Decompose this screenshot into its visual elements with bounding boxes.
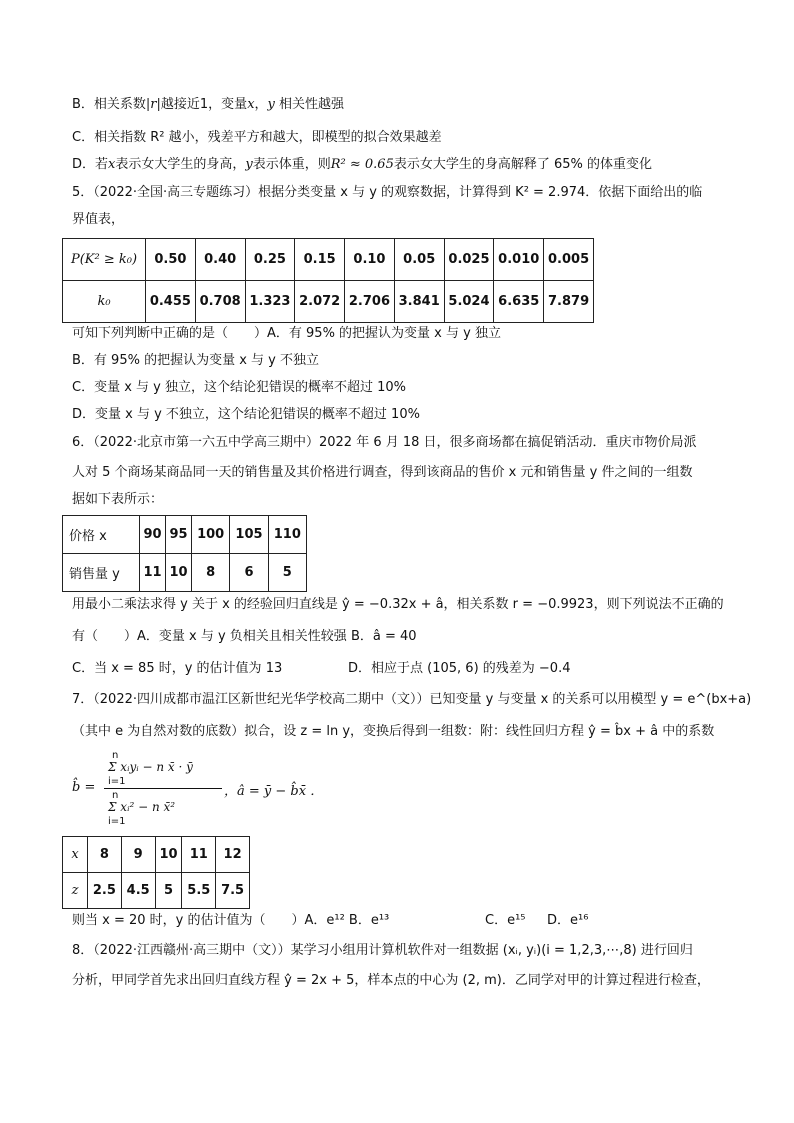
q7-cell: 11 (182, 837, 216, 873)
q6-row-price (63, 516, 307, 554)
q7-sum-top-den: n (112, 790, 119, 801)
q5-stem-line2: 界值表， (72, 212, 125, 227)
q6-row-label-sales: 销售量 y (63, 554, 140, 592)
q6-price-sales-table (62, 515, 307, 592)
q5-cell: 0.025 (444, 239, 494, 281)
q5-cell: 0.50 (146, 239, 196, 281)
q5-cell: 0.05 (394, 239, 444, 281)
q7-question-line: 则当 x = 20 时，y 的估计值为（ ）A．e¹² B．e¹³ (72, 913, 390, 928)
q6-cell: 6 (230, 554, 268, 592)
q6-row-sales (63, 554, 307, 592)
q5-cell: 6.635 (494, 281, 544, 323)
q7-cell: 8 (88, 837, 122, 873)
q7-option-d: D．e¹⁶ (547, 913, 589, 928)
q5-stem-line1: 5．（2022·全国·高三专题练习）根据分类变量 x 与 y 的观察数据，计算得到 K² = 2.974．依据下面给出的临 (72, 185, 703, 200)
q7-sum-bottom-num: i=1 (108, 776, 126, 787)
q6-cell: 110 (268, 516, 306, 554)
q7-cell: 10 (155, 837, 182, 873)
q5-cell: 0.15 (295, 239, 345, 281)
q6-cell: 11 (140, 554, 166, 592)
q5-cell: 5.024 (444, 281, 494, 323)
q5-cell: 0.40 (195, 239, 245, 281)
q7-row-z (63, 873, 250, 909)
q7-xz-table (62, 836, 250, 909)
q4-optb-comma: ， (254, 97, 268, 112)
q5-cell: 0.010 (494, 239, 544, 281)
q4-optb-text3: 相关性越强 (274, 97, 345, 112)
q4-optd-text3: 表示体重，则 (252, 157, 331, 172)
q5-question-line: 可知下列判断中正确的是（ ）A．有 95% 的把握认为变量 x 与 y 独立 (72, 326, 501, 341)
q4-optd-r2: R² ≈ 0.65 (330, 157, 394, 172)
q7-cell: 7.5 (216, 873, 250, 909)
q6-cell: 100 (192, 516, 230, 554)
q7-numerator: Σ xᵢyᵢ − n x̄ · ȳ (108, 760, 193, 774)
q5-cell: 0.25 (245, 239, 295, 281)
q7-option-c: C．e¹⁵ (485, 913, 526, 928)
q8-stem-line1: 8．（2022·江西赣州·高三期中（文））某学习小组用计算机软件对一组数据 (xᵢ, yᵢ)(i = 1,2,3,⋯,8) 进行回归 (72, 943, 693, 958)
q7-fraction-bar (104, 788, 222, 789)
q7-stem-line1: 7．（2022·四川成都市温江区新世纪光华学校高二期中（文））已知变量 y 与变量 x 的关系可以用模型 y = e^(bx+a) (72, 692, 752, 707)
q8-stem-line2: 分析，甲同学首先求出回归直线方程 ŷ = 2x + 5，样本点的中心为 (2, m)．乙同学对甲的计算过程进行检查， (72, 973, 710, 988)
q7-cell: 9 (121, 837, 155, 873)
q6-cell: 5 (268, 554, 306, 592)
q4-optd-y: y (245, 157, 253, 172)
q6-cell: 10 (166, 554, 192, 592)
q5-cell: 7.879 (544, 281, 594, 323)
q6-regression-line1: 用最小二乘法求得 y 关于 x 的经验回归直线是 ŷ = −0.32x + â，相关系数 r = −0.9923，则下列说法不正确的 (72, 597, 724, 612)
q7-row-label-x: x (63, 837, 88, 873)
q6-row-label-price: 价格 x (63, 516, 140, 554)
q7-cell: 5.5 (182, 873, 216, 909)
q6-stem-line1: 6．（2022·北京市第一六五中学高三期中）2022 年 6 月 18 日，很多商场都在搞促销活动．重庆市物价局派 (72, 435, 697, 450)
q5-option-d: D．变量 x 与 y 不独立，这个结论犯错误的概率不超过 10% (72, 407, 420, 422)
q5-cell: 3.841 (394, 281, 444, 323)
q7-row-x (63, 837, 250, 873)
q5-table-row-p (63, 239, 594, 281)
q4-option-c: C．相关指数 R² 越小，残差平方和越大，即模型的拟合效果越差 (72, 130, 442, 145)
q5-option-c: C．变量 x 与 y 独立，这个结论犯错误的概率不超过 10% (72, 380, 407, 395)
q4-optd-text1: D．若 (72, 157, 109, 172)
q5-cell: 0.455 (146, 281, 196, 323)
q5-option-b: B．有 95% 的把握认为变量 x 与 y 不独立 (72, 353, 319, 368)
q6-regression-line2: 有（ ）A．变量 x 与 y 负相关且相关性较强 B．â = 40 (72, 629, 417, 644)
q7-cell: 12 (216, 837, 250, 873)
q5-row-label-k: k₀ (63, 281, 146, 323)
q4-optd-text2: 表示女大学生的身高， (115, 157, 246, 172)
q4-optd-text4: 表示女大学生的身高解释了 65% 的体重变化 (393, 157, 653, 172)
q7-row-label-z: z (63, 873, 88, 909)
q5-row-label-p: P(K² ≥ k₀) (63, 239, 146, 281)
q6-cell: 90 (140, 516, 166, 554)
q6-option-d: D．相应于点 (105, 6) 的残差为 −0.4 (348, 661, 571, 676)
q4-optb-text1: B．相关系数 (72, 97, 146, 112)
q5-cell: 1.323 (245, 281, 295, 323)
q7-sum-bottom-den: i=1 (108, 816, 126, 827)
q6-cell: 8 (192, 554, 230, 592)
q5-table-row-k (63, 281, 594, 323)
q7-coefficient-formula (72, 750, 324, 832)
q4-optb-y: y (267, 97, 275, 112)
q4-optb-x: x (247, 97, 255, 112)
q6-option-c: C．当 x = 85 时，y 的估计值为 13 (72, 661, 283, 676)
q5-critical-value-table (62, 238, 594, 323)
q7-bhat-label: b̂ = (72, 780, 96, 795)
q5-cell: 2.706 (345, 281, 395, 323)
q5-cell: 2.072 (295, 281, 345, 323)
q7-ahat-formula: ，â = ȳ − b̂x̄ ． (224, 784, 324, 799)
q4-optb-text2: 越接近1，变量 (160, 97, 248, 112)
q7-cell: 5 (155, 873, 182, 909)
q6-stem-line3: 据如下表所示： (72, 492, 164, 507)
q7-cell: 4.5 (121, 873, 155, 909)
q4-option-b (72, 95, 734, 115)
q4-optd-x: x (108, 157, 116, 172)
q7-cell: 2.5 (88, 873, 122, 909)
q6-stem-line2: 人对 5 个商场某商品同一天的销售量及其价格进行调查，得到该商品的售价 x 元和销售量 y 件之间的一组数 (72, 465, 693, 480)
q4-optb-r: |r| (145, 97, 161, 112)
q5-cell: 0.708 (195, 281, 245, 323)
q5-cell: 0.10 (345, 239, 395, 281)
q7-stem-line2: （其中 e 为自然对数的底数）拟合，设 z = ln y，变换后得到一组数：附：线性回归方程 ŷ = b̂x + â 中的系数 (72, 724, 715, 739)
q6-cell: 105 (230, 516, 268, 554)
q5-cell: 0.005 (544, 239, 594, 281)
q4-option-d (72, 155, 734, 175)
q7-denominator: Σ xᵢ² − n x̄² (108, 800, 176, 814)
q6-cell: 95 (166, 516, 192, 554)
q7-sum-top-num: n (112, 750, 119, 761)
